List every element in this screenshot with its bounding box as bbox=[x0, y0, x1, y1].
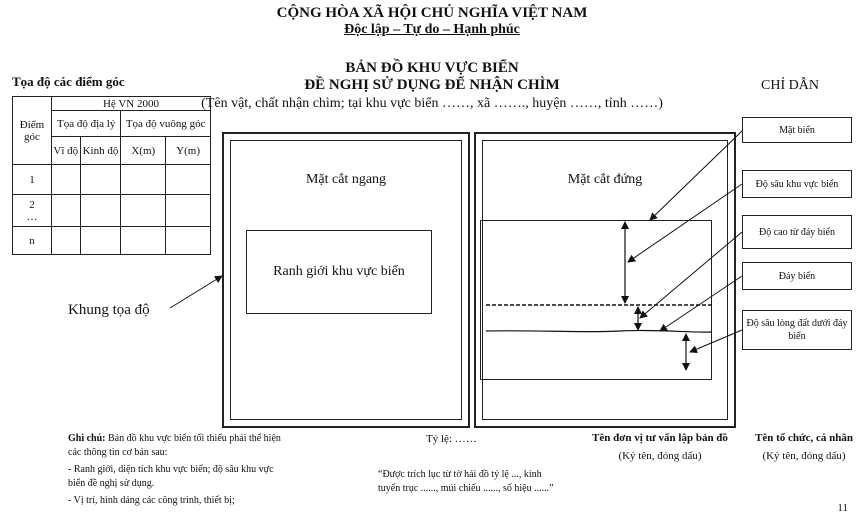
leader-sea-depth bbox=[628, 184, 742, 262]
leader-subseabed bbox=[690, 330, 742, 352]
lat-header: Vĩ độ bbox=[52, 137, 81, 165]
legend-label: Đáy biển bbox=[778, 270, 816, 282]
consultant-block bbox=[572, 432, 748, 462]
map-subtitle: (Tên vật, chất nhận chìm; tại khu vực biển ……, xã ……., huyện ……, tỉnh ……) bbox=[201, 96, 663, 111]
legend-heading: CHỈ DẪN bbox=[761, 78, 819, 93]
legend-label: Mặt biển bbox=[779, 124, 815, 136]
note-item: - Vị trí, hình dáng các công trình, thiết bị; bbox=[68, 495, 235, 506]
consultant-sign: (Ký tên, đóng dấu) bbox=[618, 450, 702, 462]
note-block bbox=[68, 432, 288, 508]
extract-note: “Được trích lục từ tờ hải đồ tỷ lệ ..., kinh tuyến trục ......, múi chiếu ......, số hiệu ......” bbox=[378, 469, 554, 494]
table-row-label: n bbox=[13, 227, 52, 255]
sea-boundary-label: Ranh giới khu vực biển bbox=[273, 264, 405, 279]
page-number: 11 bbox=[837, 502, 848, 514]
note-title: Ghi chú: bbox=[68, 433, 106, 444]
note-intro-text: Bản đồ khu vực biển tối thiểu phải thể hiện các thông tin cơ bản sau: bbox=[68, 433, 281, 458]
leader-sea-surface bbox=[650, 131, 742, 220]
col-point-header: Điểm góc bbox=[13, 97, 52, 165]
cross-section-title: Mặt cắt ngang bbox=[305, 172, 387, 187]
system-header: Hệ VN 2000 bbox=[52, 97, 211, 111]
org-name: Tên tổ chức, cá nhân bbox=[755, 432, 853, 444]
legend-label: Độ cao từ đáy biển bbox=[759, 226, 835, 238]
org-block bbox=[746, 432, 862, 462]
map-title-line2: ĐỀ NGHỊ SỬ DỤNG ĐỂ NHẬN CHÌM bbox=[304, 77, 560, 93]
motto-text: Độc lập – Tự do – Hạnh phúc bbox=[344, 22, 520, 37]
org-sign: (Ký tên, đóng dấu) bbox=[762, 450, 846, 462]
consultant-name: Tên đơn vị tư vấn lập bản đồ bbox=[592, 432, 728, 444]
note-intro bbox=[68, 432, 288, 460]
map-title-line1: BẢN ĐỒ KHU VỰC BIỂN bbox=[345, 60, 519, 76]
frame-label: Khung tọa độ bbox=[68, 302, 150, 318]
scale-label: Tỷ lệ: …… bbox=[426, 433, 477, 445]
seabed-line bbox=[486, 330, 712, 332]
note-item: - Ranh giới, diện tích khu vực biển; độ sâu khu vực biển đề nghị sử dụng. bbox=[68, 464, 274, 489]
geo-header: Tọa độ địa lý bbox=[52, 111, 121, 137]
table-row-label: 1 bbox=[13, 165, 52, 195]
leader-frame bbox=[170, 276, 222, 308]
lon-header: Kinh độ bbox=[80, 137, 121, 165]
legend-label: Độ sâu lòng đất dưới đáy biển bbox=[746, 318, 848, 342]
vertical-section-title: Mặt cắt đứng bbox=[567, 172, 643, 187]
legend-label: Độ sâu khu vực biển bbox=[755, 178, 839, 190]
leader-seabed bbox=[660, 276, 742, 331]
table-row-label: 2 … bbox=[13, 195, 52, 227]
nation-title: CỘNG HÒA XÃ HỘI CHỦ NGHĨA VIỆT NAM bbox=[276, 5, 588, 21]
y-header: Y(m) bbox=[166, 137, 211, 165]
plane-header: Tọa độ vuông góc bbox=[121, 111, 211, 137]
x-header: X(m) bbox=[121, 137, 166, 165]
coords-heading: Tọa độ các điểm góc bbox=[12, 74, 125, 89]
